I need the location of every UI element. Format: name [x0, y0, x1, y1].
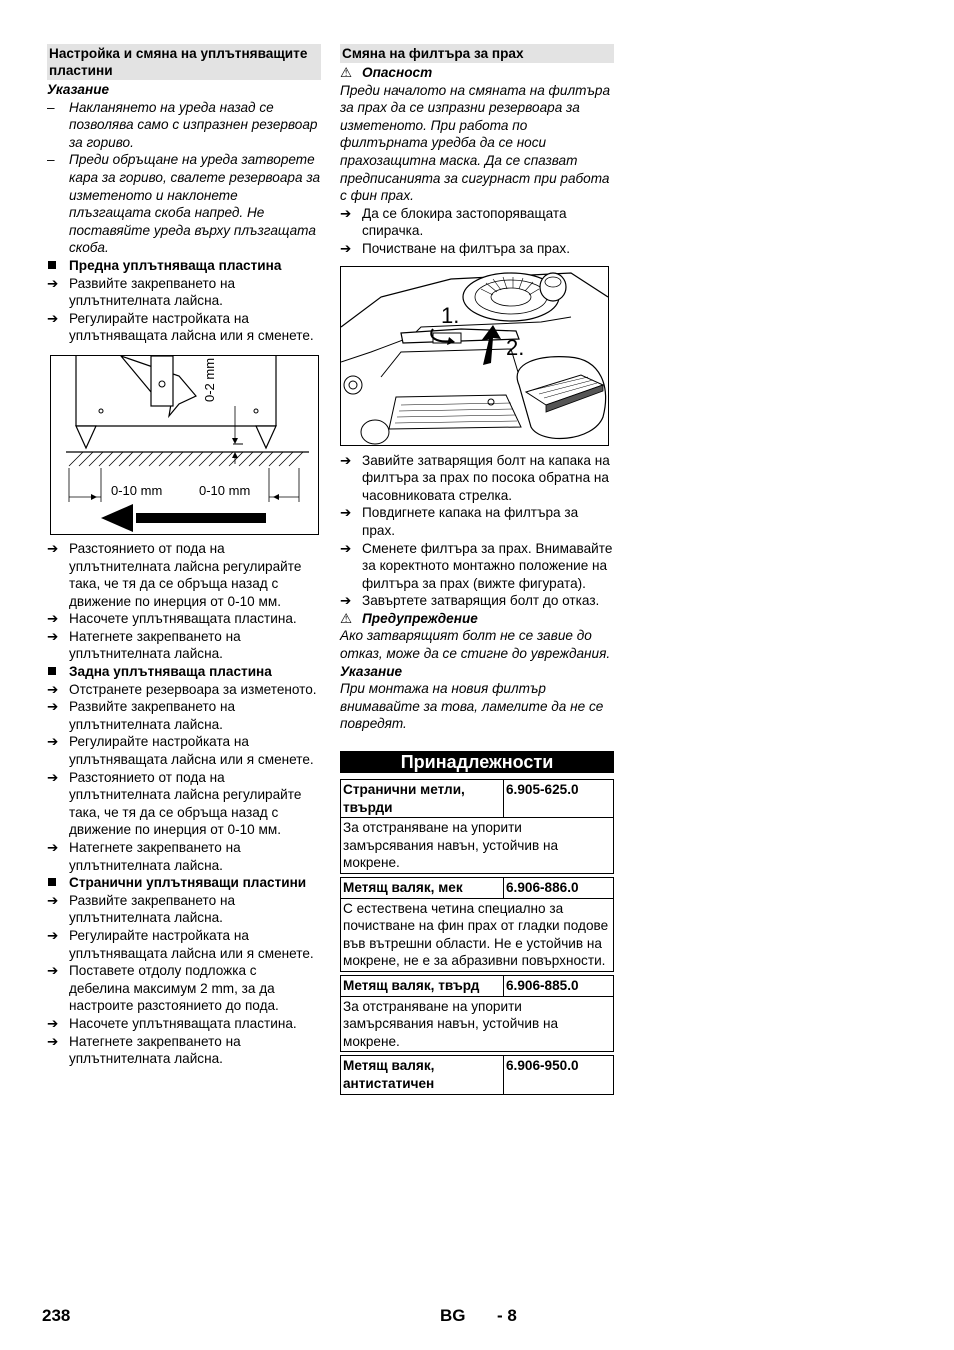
step: ➔ Регулирайте настройката на уплътняващата лайсна или я сменете.	[47, 734, 314, 768]
accessory-item	[340, 877, 614, 972]
step-2-label: 2.	[506, 334, 525, 360]
step: ➔ Насочете уплътняващата пластина.	[47, 611, 297, 627]
arrow-right-icon: ➔	[340, 452, 352, 468]
step: ➔ Отстранете резервоара за изметеното.	[47, 681, 317, 697]
section-heading-dust-filter: Смяна на филтъра за прах	[340, 44, 614, 63]
danger-text: Преди началото на смяната на филтъра за прах да се изпразни резервоара за изметеното. При работа по филтърната уредба да се носи прахозащитна маска. Да се спазват предписанията за сигурнаст при работа с фин прах.	[340, 82, 611, 204]
step: ➔ Завийте затварящия болт на капака на филтъра за прах по посока обратна на часовниковата стрелка.	[340, 452, 610, 503]
note-label: Указание	[340, 663, 403, 679]
accessory-number: 6.906-886.0	[506, 880, 579, 895]
warning-triangle-icon: ⚠	[340, 65, 353, 80]
step: ➔ Развийте закрепването на уплътнителната лайсна.	[47, 699, 236, 732]
step: ➔ Разстоянието от пода на уплътнителната лайсна регулирайте така, че тя да се обръща назад с движение по инерция от 0-10 мм.	[47, 540, 302, 609]
arrow-right-icon: ➔	[340, 540, 352, 556]
step: ➔ Натегнете закрепването на уплътнителната лайсна.	[47, 840, 241, 873]
step: ➔ Почистване на филтъра за прах.	[340, 240, 571, 256]
right-distance-label: 0-10 mm	[199, 482, 251, 498]
arrow-right-icon: ➔	[47, 699, 59, 715]
accessory-item	[340, 975, 614, 1052]
step-1-label: 1.	[441, 302, 460, 328]
arrow-right-icon: ➔	[47, 892, 59, 908]
arrow-right-icon: ➔	[47, 628, 59, 644]
dust-filter-drawing	[341, 267, 608, 445]
accessory-item	[340, 1055, 614, 1094]
square-bullet-icon	[47, 257, 69, 275]
step: ➔ Разстоянието от пода на уплътнителната лайсна регулирайте така, че тя да се обръща назад с движение по инерция от 0-10 мм.	[47, 769, 302, 838]
left-column	[47, 44, 321, 1068]
step: ➔ Развийте закрепването на уплътнителната лайсна.	[47, 892, 236, 926]
note-item: – Накланянето на уреда назад се позволява само с изпразнен резервоар за гориво.	[47, 99, 318, 150]
arrow-right-icon: ➔	[47, 927, 59, 943]
subheading-rear-strip: Задна уплътняваща пластина	[47, 663, 321, 681]
arrow-right-icon: ➔	[47, 734, 59, 750]
step: ➔ Регулирайте настройката на уплътняващата лайсна или я сменете.	[47, 310, 314, 344]
left-distance-label: 0-10 mm	[111, 482, 163, 498]
seal-strip-diagram	[50, 355, 319, 535]
arrow-right-icon: ➔	[340, 593, 352, 609]
step: ➔ Регулирайте настройката на уплътняващата лайсна или я сменете.	[47, 927, 314, 961]
arrow-right-icon: ➔	[47, 275, 59, 291]
accessory-name: Метящ валяк, мек	[341, 878, 504, 898]
seal-strip-drawing	[51, 356, 318, 534]
language-code: BG	[440, 1306, 466, 1325]
note-item: – Преди обръщане на уреда затворете кара за гориво, свалете резервоара за изметеното и наклонете плъзгащата скоба напред. Не поставяйте уреда върху плъзгащата скоба.	[47, 152, 321, 256]
arrow-right-icon: ➔	[47, 611, 59, 627]
page-number: 238	[42, 1306, 71, 1325]
note-text: При монтажа на новия филтър внимавайте за това, ламелите да не се повредят.	[340, 681, 604, 732]
arrow-right-icon: ➔	[47, 681, 59, 697]
subheading-side-strips: Странични уплътняващи пластини	[47, 874, 321, 892]
arrow-right-icon: ➔	[340, 205, 352, 221]
arrow-right-icon: ➔	[340, 240, 352, 256]
accessory-number: 6.906-885.0	[506, 977, 579, 993]
arrow-right-icon: ➔	[47, 1015, 59, 1031]
arrow-right-icon: ➔	[47, 840, 59, 855]
arrow-right-icon: ➔	[340, 505, 352, 521]
note-label: Указание	[47, 82, 110, 97]
sub-page-number: - 8	[497, 1306, 517, 1325]
arrow-right-icon: ➔	[47, 1033, 59, 1049]
step: ➔ Поставете отдолу подложка с дебелина максимум 2 mm, за да настроите разстоянието до пода.	[47, 963, 279, 1014]
accessory-number: 6.906-950.0	[506, 1058, 579, 1074]
accessory-description: За отстраняване на упорити замърсявания навън, устойчив на мокрене.	[343, 820, 559, 871]
gap-label: 0-2 mm	[202, 357, 217, 402]
subheading-front-strip: Предна уплътняваща пластина	[47, 257, 321, 275]
arrow-right-icon: ➔	[47, 310, 59, 326]
step: ➔ Насочете уплътняващата пластина.	[47, 1015, 297, 1031]
arrow-right-icon: ➔	[47, 769, 59, 785]
warning-triangle-icon: ⚠	[340, 610, 353, 626]
step: ➔ Натегнете закрепването на уплътнителната лайсна.	[47, 1033, 241, 1067]
accessory-description: С естествена четина специално за почистване на фин прах от гладки подове във вътрешни области. Не е устойчив на мокрене, не е за абразивни повърхности.	[343, 900, 609, 969]
warning-heading: ⚠ Предупреждение	[340, 610, 478, 626]
accessory-item	[340, 779, 614, 874]
accessory-name: Метящ валяк, твърд	[341, 976, 504, 996]
arrow-right-icon: ➔	[47, 963, 59, 979]
right-column	[340, 44, 614, 1098]
square-bullet-icon	[47, 874, 69, 892]
warning-text: Ако затварящият болт не се завие до отказ, може да се стигне до увреждания.	[340, 628, 611, 662]
step: ➔ Натегнете закрепването на уплътнителната лайсна.	[47, 628, 241, 662]
accessory-description: За отстраняване на упорити замърсявания навън, устойчив на мокрене.	[343, 998, 559, 1049]
danger-heading: ⚠ Опасност	[340, 65, 433, 80]
step: ➔ Завъртете затварящия болт до отказ.	[340, 593, 600, 609]
accessory-name: Метящ валяк, антистатичен	[341, 1056, 504, 1093]
step: ➔ Сменете филтъра за прах. Внимавайте за коректното монтажно положение на филтъра за прах (вижте фигурата).	[340, 540, 613, 591]
accessory-name: Странични метли, твърди	[341, 780, 504, 817]
accessory-number: 6.905-625.0	[506, 782, 579, 798]
note-list	[47, 99, 321, 257]
section-heading-seal-strips: Настройка и смяна на уплътняващите пластини	[47, 44, 321, 80]
accessories-heading: Принадлежности	[340, 751, 614, 773]
step: ➔ Развийте закрепването на уплътнителната лайсна.	[47, 275, 236, 309]
step: ➔ Повдигнете капака на филтъра за прах.	[340, 505, 579, 538]
arrow-right-icon: ➔	[47, 540, 59, 556]
dust-filter-illustration	[340, 266, 609, 446]
square-bullet-icon	[47, 663, 69, 681]
step: ➔ Да се блокира застопоряващата спирачка.	[340, 205, 567, 239]
